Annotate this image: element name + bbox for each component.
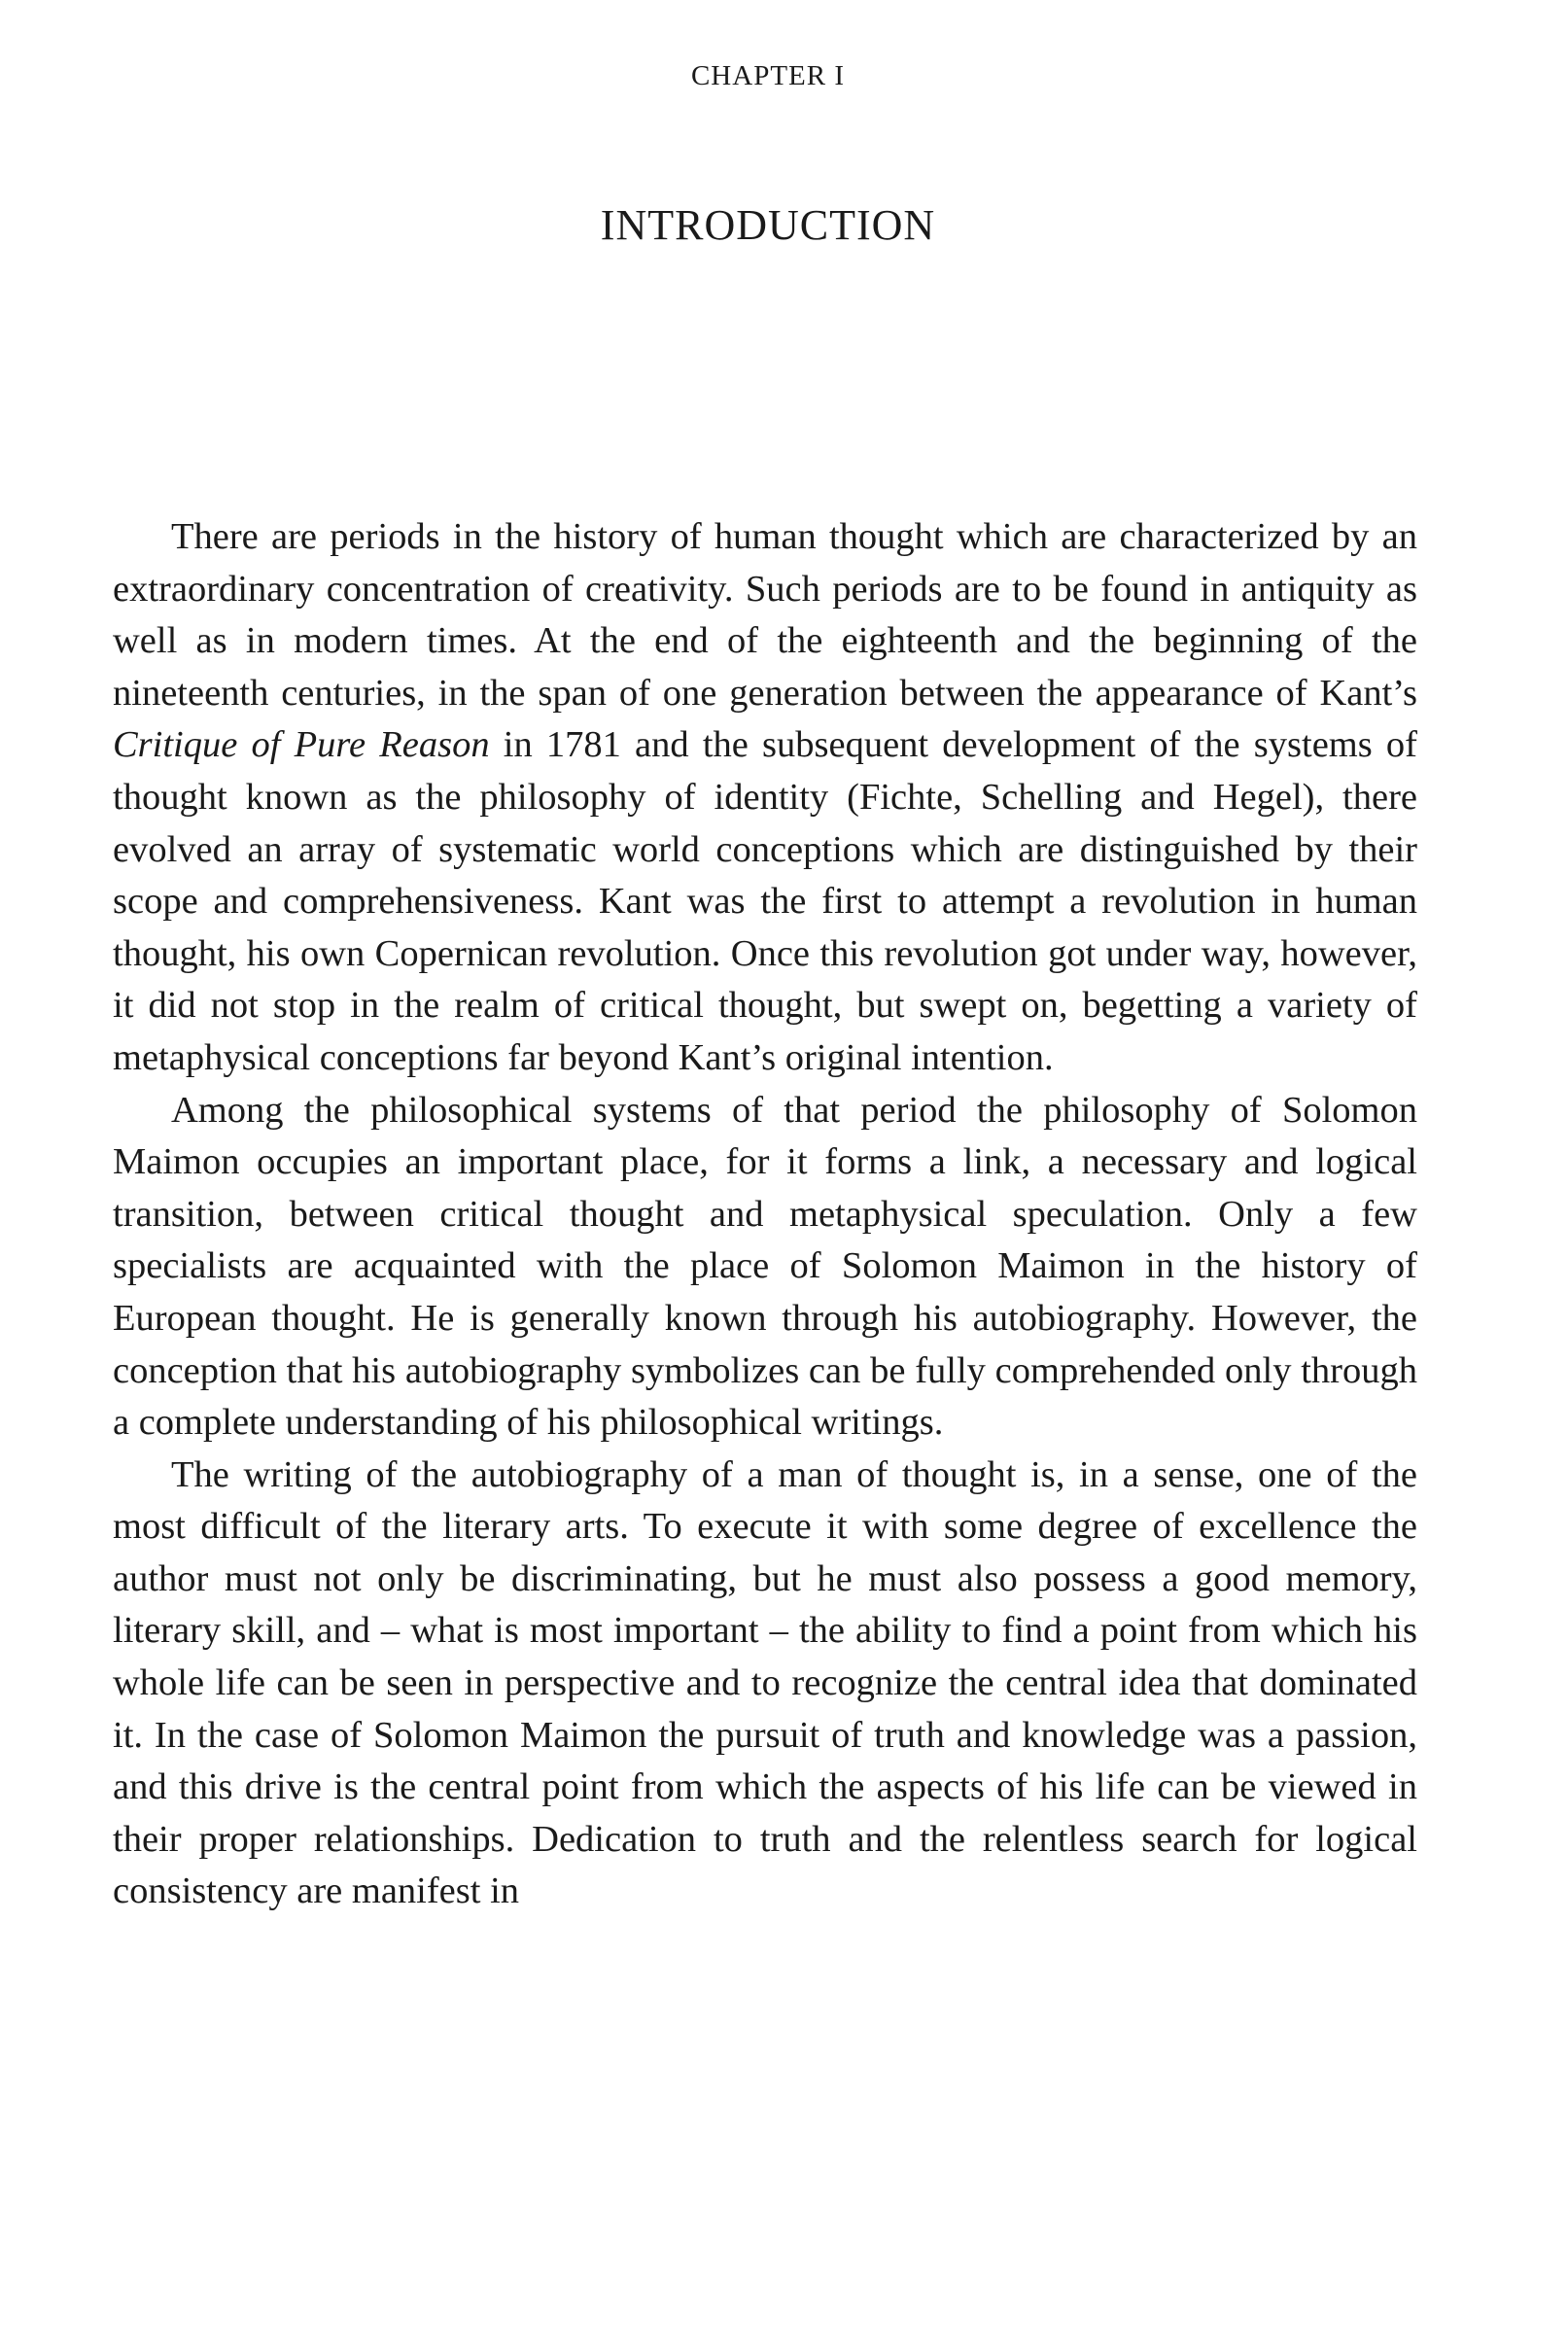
paragraph-2: Among the philosophical systems of that period the philosophy of Solomon Maimon occupies an important place, for it forms a link, a necessary and logical transition, between critical thought and metaphysical speculation. Only a few specialists are acquainted with the place of Solomon Maimon in the history of European thought. He is generally known through his autobiography. However, the conception that his autobiography symbolizes can be fully comprehended only through a complete understanding of his philosophical writings. — [113, 1089, 1417, 1444]
body-text — [113, 511, 1417, 1918]
paragraph-1-part-2: in 1781 and the subsequent development of the systems of thought known as the philosophy of identity (Fichte, Schelling and Hegel), there evolved an array of systematic world conceptions which are distinguished by their scope and comprehensiveness. Kant was the first to attempt a revolution in human thought, his own Copernican revolution. Once this revolution got under way, however, it did not stop in the realm of critical thought, but swept on, begetting a variety of metaphysical conceptions far beyond Kant’s original intention. — [113, 724, 1417, 1078]
chapter-title: INTRODUCTION — [600, 201, 936, 249]
chapter-label: CHAPTER I — [690, 60, 846, 91]
book-title-critique-of-pure-reason: Critique of Pure Reason — [113, 724, 490, 766]
paragraph-1-part-1: There are periods in the history of human thought which are characterized by an extraordinary concentration of creativity. Such periods are to be found in antiquity as well as in modern times. At the end of the eighteenth and the beginning of the nineteenth centuries, in the span of one generation between the appearance of Kant’s — [113, 516, 1417, 714]
paragraph-3: The writing of the autobiography of a man of thought is, in a sense, one of the most difficult of the literary arts. To execute it with some degree of excellence the author must not only be discriminating, but he must also possess a good memory, literary skill, and – what is most important – the ability to find a point from which his whole life can be seen in perspective and to recognize the central idea that dominated it. In the case of Solomon Maimon the pursuit of truth and knowledge was a passion, and this drive is the central point from which the aspects of his life can be viewed in their proper relationships. Dedication to truth and the relentless search for logical consistency are manifest in — [113, 1453, 1417, 1912]
paragraph-1 — [113, 511, 1417, 1085]
